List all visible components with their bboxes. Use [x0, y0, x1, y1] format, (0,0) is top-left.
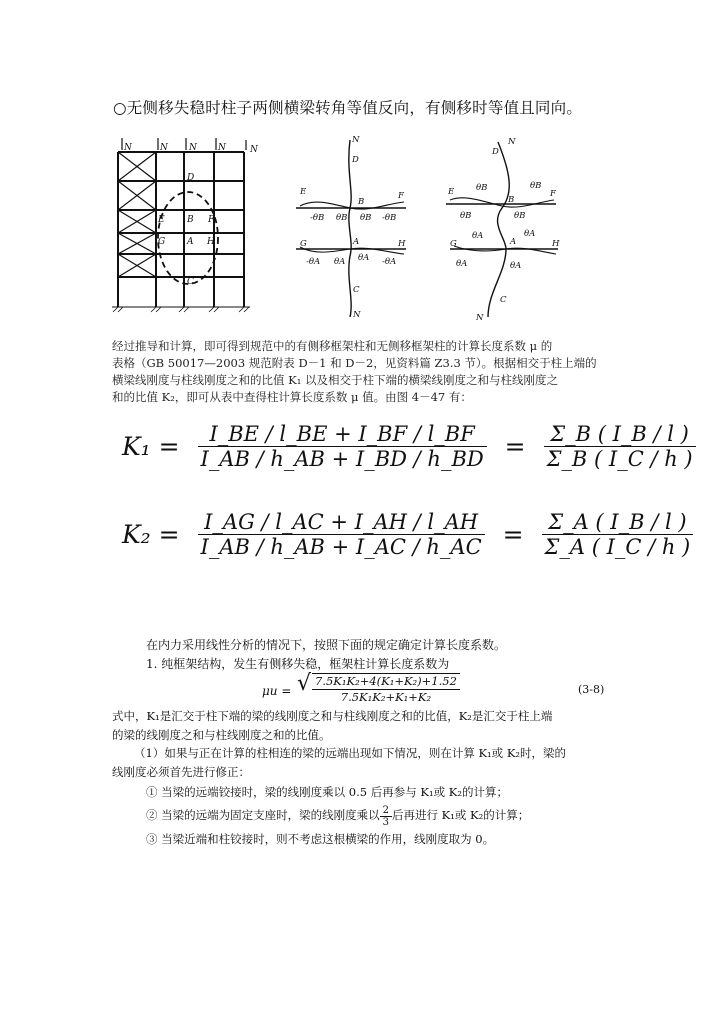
- k2-rhs-numerator: Σ_A ( I_B / l ): [542, 510, 694, 535]
- frame-label-a: A: [187, 237, 194, 247]
- k2-lhs: K₂ =: [122, 520, 180, 549]
- paragraph-derivation: [112, 338, 612, 406]
- sec2-rule-intro-1: （1）如果与正在计算的柱相连的梁的远端出现如下情况，则在计算 K₁或 K₂时，梁的: [134, 746, 567, 760]
- sec2-item1: 1. 纯框架结构，发生有侧移失稳，框架柱计算长度系数为: [146, 656, 450, 671]
- right-label-n: N: [508, 137, 516, 147]
- k2-rhs-denominator: Σ_A ( I_C / h ): [544, 535, 691, 559]
- mid-label-n: N: [352, 135, 360, 145]
- sec2-intro: 在内力采用线性分析的情况下，按照下面的规定确定计算长度系数。: [146, 638, 507, 652]
- right-label-a: A: [510, 237, 517, 247]
- right-label-n-bottom: N: [476, 313, 484, 323]
- para1-line-2: 表格（GB 50017—2003 规范附表 D－1 和 D－2，见资料篇 Z3.3 节）。根据相交于柱上端的: [112, 356, 597, 370]
- k1-lhs: K₁ =: [122, 432, 180, 461]
- frame-figure: [110, 132, 590, 324]
- right-theta-6: θA: [524, 229, 536, 239]
- para1-line-3: 横梁线刚度与柱线刚度之和的比值 K₁ 以及相交于柱下端的横梁线刚度之和与柱线刚度之: [112, 373, 559, 387]
- sec2-rule-1: ① 当梁的远端铰接时，梁的线刚度乘以 0.5 后再参与 K₁或 K₂的计算；: [146, 785, 508, 799]
- mid-theta-1: -θB: [310, 213, 325, 223]
- k1-rhs-denominator: Σ_B ( I_C / h ): [546, 447, 693, 471]
- mid-theta-6: θA: [334, 257, 346, 267]
- right-theta-8: θA: [510, 261, 522, 271]
- frame-label-n2: N: [160, 143, 168, 153]
- frame-label-e: E: [158, 215, 165, 225]
- frame-label-b: B: [187, 215, 194, 225]
- section-calculation-rules: [112, 636, 622, 850]
- frame-label-c: C: [187, 277, 194, 287]
- frame-label-n4: N: [218, 143, 226, 153]
- mid-label-f: F: [398, 191, 404, 201]
- mid-label-e: E: [300, 187, 307, 197]
- mid-theta-2: θB: [336, 213, 348, 223]
- frame-label-f: F: [208, 215, 215, 225]
- equation-k2: K₂ = $\frac{I\_AG / l\_AC + I\_AH / l\_AH}{I\_AB / h\_AB + I\_AC / h\_AC}$ = $\frac{\Sigma\_A ( I\_B / l )}{\Sigma\_A ( I\_C / h )}$: [122, 510, 693, 559]
- frame-label-d: D: [187, 173, 195, 183]
- rule2-frac-den: 3: [382, 816, 390, 828]
- k1-denominator: I_AB / h_AB + I_BD / h_BD: [200, 447, 484, 471]
- right-theta-5: θA: [472, 231, 484, 241]
- frame-label-g: G: [158, 237, 166, 247]
- right-theta-4: θB: [514, 211, 526, 221]
- frame-label-n5: N: [250, 145, 258, 155]
- right-label-h: H: [552, 239, 560, 249]
- mu-numerator: 7.5K₁K₂+4(K₁+K₂)+1.52: [312, 674, 460, 690]
- right-label-e: E: [448, 187, 455, 197]
- page-heading: ○无侧移失稳时柱子两侧横梁转角等值反向，有侧移时等值且同向。: [113, 99, 583, 117]
- mid-theta-7: θA: [358, 253, 370, 263]
- mid-theta-4: -θB: [382, 213, 397, 223]
- right-theta-7: θA: [456, 259, 468, 269]
- right-theta-3: θB: [460, 211, 472, 221]
- para1-line-4: 和的比值 K₂，即可从表中查得柱计算长度系数 μ 值。由图 4－47 有：: [112, 390, 472, 404]
- k2-numerator: I_AG / l_AC + I_AH / l_AH: [198, 510, 485, 535]
- mid-label-c: C: [353, 285, 360, 295]
- sec2-rule-2: [112, 803, 622, 828]
- right-label-b: B: [508, 195, 515, 205]
- mu-equation: μu = √ $\frac{\text{7.5K₁K₂+4(K₁+K₂)+1.52}}{\text{7.5K₁K₂+K₁+K₂}}$ (3-8): [262, 671, 605, 704]
- sec2-rule-3: ③ 当梁近端和柱铰接时，则不考虑这根横梁的作用，线刚度取为 0。: [146, 831, 495, 846]
- right-theta-1: θB: [476, 183, 488, 193]
- mid-theta-3: θB: [360, 213, 372, 223]
- right-label-f: F: [550, 189, 556, 199]
- sec2-rule-intro-2: 线刚度必须首先进行修正：: [112, 764, 250, 779]
- mid-label-h: H: [398, 239, 406, 249]
- mid-label-n-bottom: N: [353, 310, 361, 320]
- frame-label-n1: N: [124, 143, 132, 153]
- mu-lhs: μu =: [262, 684, 292, 698]
- right-label-g: G: [450, 239, 457, 249]
- right-label-c: C: [500, 295, 507, 305]
- mid-theta-8: -θA: [382, 257, 397, 267]
- k1-rhs-numerator: Σ_B ( I_B / l ): [544, 422, 696, 447]
- rule2-text-b: 后再进行 K₁或 K₂的计算；: [392, 808, 530, 822]
- mu-denominator: 7.5K₁K₂+K₁+K₂: [340, 690, 432, 704]
- right-theta-2: θB: [530, 181, 542, 191]
- rule2-frac-num: 2: [380, 805, 392, 817]
- mid-theta-5: -θA: [306, 257, 321, 267]
- sec2-explain-1: 式中，K₁是汇交于柱下端的梁的线刚度之和与柱线刚度之和的比值，K₂是汇交于柱上端: [112, 709, 553, 723]
- frame-label-h: H: [207, 237, 215, 247]
- frame-label-n3: N: [189, 143, 197, 153]
- equation-k1: K₁ = $\frac{I\_BE / l\_BE + I\_BF / l\_BF}{I\_AB / h\_AB + I\_BD / h\_BD}$ = $\frac{\Sigma\_B ( I\_B / l )}{\Sigma\_B ( I\_C / h )}$: [122, 422, 696, 471]
- mid-label-b: B: [358, 197, 365, 207]
- mid-label-a: A: [353, 237, 360, 247]
- k2-denominator: I_AB / h_AB + I_AC / h_AC: [200, 535, 482, 559]
- equation-number: (3-8): [578, 683, 605, 696]
- rule2-text-a: ② 当梁的远端为固定支座时，梁的线刚度乘以: [146, 808, 380, 822]
- frame-grid: [112, 152, 250, 307]
- sec2-explain-2: 的梁的线刚度之和与柱线刚度之和的比值。: [112, 727, 331, 742]
- para1-line-1: 经过推导和计算，即可得到规范中的有侧移框架柱和无侧移框架柱的计算长度系数 μ 的: [112, 339, 553, 353]
- k1-numerator: I_BE / l_BE + I_BF / l_BF: [198, 422, 487, 447]
- mid-label-d: D: [352, 155, 359, 165]
- right-label-d: D: [492, 147, 499, 157]
- mid-label-g: G: [300, 239, 307, 249]
